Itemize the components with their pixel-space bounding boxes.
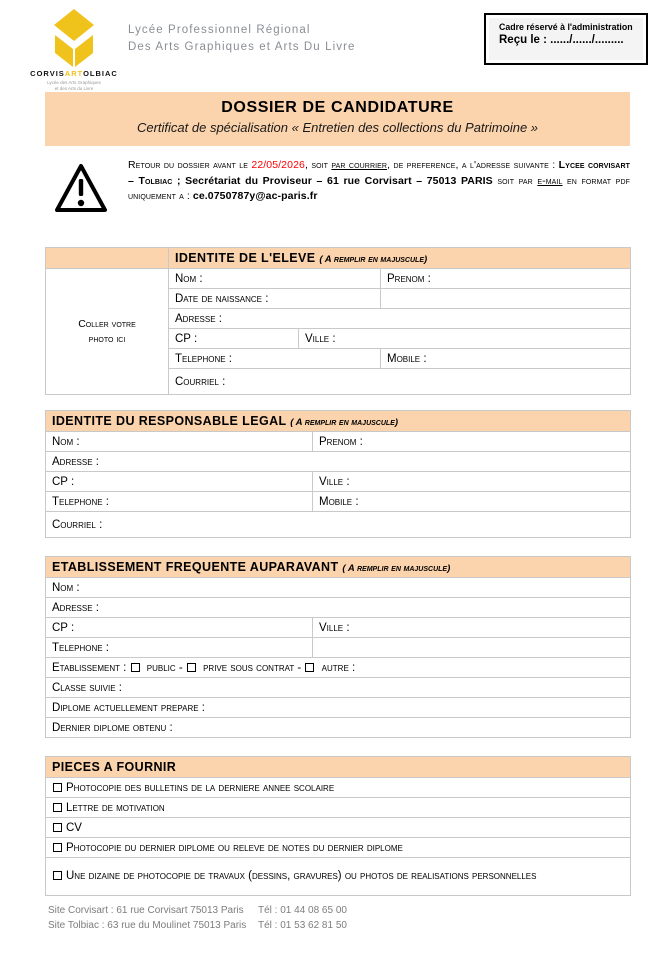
warning-icon: [53, 162, 109, 214]
checklist-item: [46, 838, 631, 858]
text-segment: , de preference, a l'adresse suivante :: [387, 159, 559, 171]
received-date-field: Reçu le : ....../....../.........: [499, 34, 624, 46]
text-segment: ce.0750787y@ac-paris.fr: [192, 190, 318, 202]
field-courriel[interactable]: Courriel :: [169, 369, 631, 395]
checkbox[interactable]: [131, 663, 140, 672]
section-title: IDENTITE DE L'ELEVE: [175, 251, 316, 265]
text-segment: 22/05/2026: [251, 159, 305, 171]
checklist-item: [46, 778, 631, 798]
checkbox[interactable]: [53, 783, 62, 792]
field-dernier-diplome[interactable]: Dernier diplome obtenu :: [46, 718, 631, 738]
field-empty[interactable]: [381, 289, 631, 309]
return-notice: [45, 158, 630, 205]
footer-tel-tolbiac: Tél : 01 53 62 81 50: [258, 920, 347, 931]
section-note: ( A remplir en majuscule): [342, 563, 451, 574]
text-segment: soit par: [492, 174, 538, 187]
checklist-item: [46, 818, 631, 838]
checklist-item: [46, 858, 631, 896]
field-mobile[interactable]: Mobile :: [313, 492, 631, 512]
checkbox[interactable]: [53, 823, 62, 832]
checkbox[interactable]: [53, 843, 62, 852]
text-segment: Etablissement :: [52, 661, 130, 674]
guardian-section-header: [46, 411, 631, 432]
previous-school-table: [45, 556, 631, 738]
field-date-naissance[interactable]: Date de naissance :: [169, 289, 381, 309]
checklist-item: [46, 798, 631, 818]
footer-tel-corvisart: Tél : 01 44 08 65 00: [258, 905, 347, 916]
field-empty[interactable]: [313, 638, 631, 658]
field-adresse[interactable]: Adresse :: [46, 598, 631, 618]
photo-header-cell: [46, 248, 169, 269]
field-classe-suivie[interactable]: Classe suivie :: [46, 678, 631, 698]
page-title: DOSSIER DE CANDIDATURE: [221, 99, 454, 116]
checklist-item-label: Photocopie des bulletins de la derniere annee scolaire: [66, 781, 335, 794]
text-segment: Lycee corvisart – Tolbiac ;: [128, 159, 630, 187]
logo-tagline: Lycée des Arts Graphiques et des Arts du Livre: [47, 80, 101, 91]
page-subtitle: Certificat de spécialisation « Entretien des collections du Patrimoine »: [136, 120, 539, 135]
field-courriel[interactable]: Courriel :: [46, 512, 631, 538]
logo-diamond-icon: [48, 8, 100, 68]
page-footer: [48, 903, 347, 933]
guardian-identity-table: [45, 410, 631, 538]
checklist-item-label: Une dizaine de photocopie de travaux (dessins, gravures) ou photos de realisations personnelles: [66, 870, 537, 882]
footer-line: [48, 903, 347, 918]
field-adresse[interactable]: Adresse :: [169, 309, 631, 329]
field-cp[interactable]: CP :: [46, 472, 313, 492]
section-note: ( A remplir en majuscule): [290, 417, 399, 428]
checklist-item-label: Photocopie du dernier diplome ou releve de notes du dernier diplome: [66, 841, 403, 854]
notice-text: [128, 158, 630, 205]
checkbox[interactable]: [187, 663, 196, 672]
field-nom[interactable]: Nom :: [169, 269, 381, 289]
field-etablissement-type[interactable]: [46, 658, 631, 678]
checkbox[interactable]: [53, 871, 62, 880]
field-diplome-prepare[interactable]: Diplome actuellement prepare :: [46, 698, 631, 718]
field-nom[interactable]: Nom :: [46, 578, 631, 598]
footer-site-tolbiac: Site Tolbiac : 63 rue du Moulinet 75013 Paris: [48, 920, 247, 931]
field-prenom[interactable]: Prenom :: [313, 432, 631, 452]
school-logo: [22, 8, 126, 92]
section-note: ( A remplir en majuscule): [319, 254, 428, 265]
student-identity-table: [45, 247, 631, 395]
footer-line: [48, 918, 347, 933]
text-segment: par courrier: [331, 159, 388, 171]
section-title: IDENTITE DU RESPONSABLE LEGAL: [52, 414, 287, 428]
checklist-item-label: CV: [66, 821, 82, 834]
text-segment: e-mail: [537, 174, 563, 187]
photo-placeholder-cell: Coller votre photo ici: [46, 269, 169, 395]
field-ville[interactable]: Ville :: [313, 618, 631, 638]
field-ville[interactable]: Ville :: [299, 329, 631, 349]
admin-box-title: Cadre réservé à l'administration: [499, 22, 633, 32]
text-segment: autre :: [318, 661, 356, 674]
logo-brand-text: CORVISARTOLBIAC: [30, 69, 118, 78]
field-telephone[interactable]: Telephone :: [46, 638, 313, 658]
text-segment: , soit: [304, 159, 332, 171]
text-segment: en format pdf uniquement a :: [128, 174, 630, 202]
pieces-section-header: PIECES A FOURNIR: [46, 757, 631, 778]
title-banner: [45, 92, 630, 146]
field-nom[interactable]: Nom :: [46, 432, 313, 452]
field-mobile[interactable]: Mobile :: [381, 349, 631, 369]
footer-site-corvisart: Site Corvisart : 61 rue Corvisart 75013 Paris: [48, 905, 244, 916]
text-segment: Retour du dossier avant le: [128, 159, 252, 171]
checklist-item-label: Lettre de motivation: [66, 801, 165, 814]
previous-school-section-header: [46, 557, 631, 578]
text-segment: prive sous contrat -: [199, 661, 305, 674]
student-section-header: [169, 248, 631, 269]
checkbox[interactable]: [305, 663, 314, 672]
text-segment: public -: [143, 661, 186, 674]
field-prenom[interactable]: Prenom :: [381, 269, 631, 289]
text-segment: Secrétariat du Proviseur – 61 rue Corvisart – 75013 PARIS: [185, 174, 493, 187]
documents-checklist-table: [45, 756, 631, 896]
field-adresse[interactable]: Adresse :: [46, 452, 631, 472]
checkbox[interactable]: [53, 803, 62, 812]
field-cp[interactable]: CP :: [169, 329, 299, 349]
section-title: ETABLISSEMENT FREQUENTE AUPARAVANT: [52, 560, 339, 574]
field-telephone[interactable]: Telephone :: [46, 492, 313, 512]
field-ville[interactable]: Ville :: [313, 472, 631, 492]
field-cp[interactable]: CP :: [46, 618, 313, 638]
school-name: Lycée Professionnel Régional Des Arts Graphiques et Arts Du Livre: [128, 24, 356, 53]
admin-reserved-box: [484, 13, 648, 65]
field-telephone[interactable]: Telephone :: [169, 349, 381, 369]
